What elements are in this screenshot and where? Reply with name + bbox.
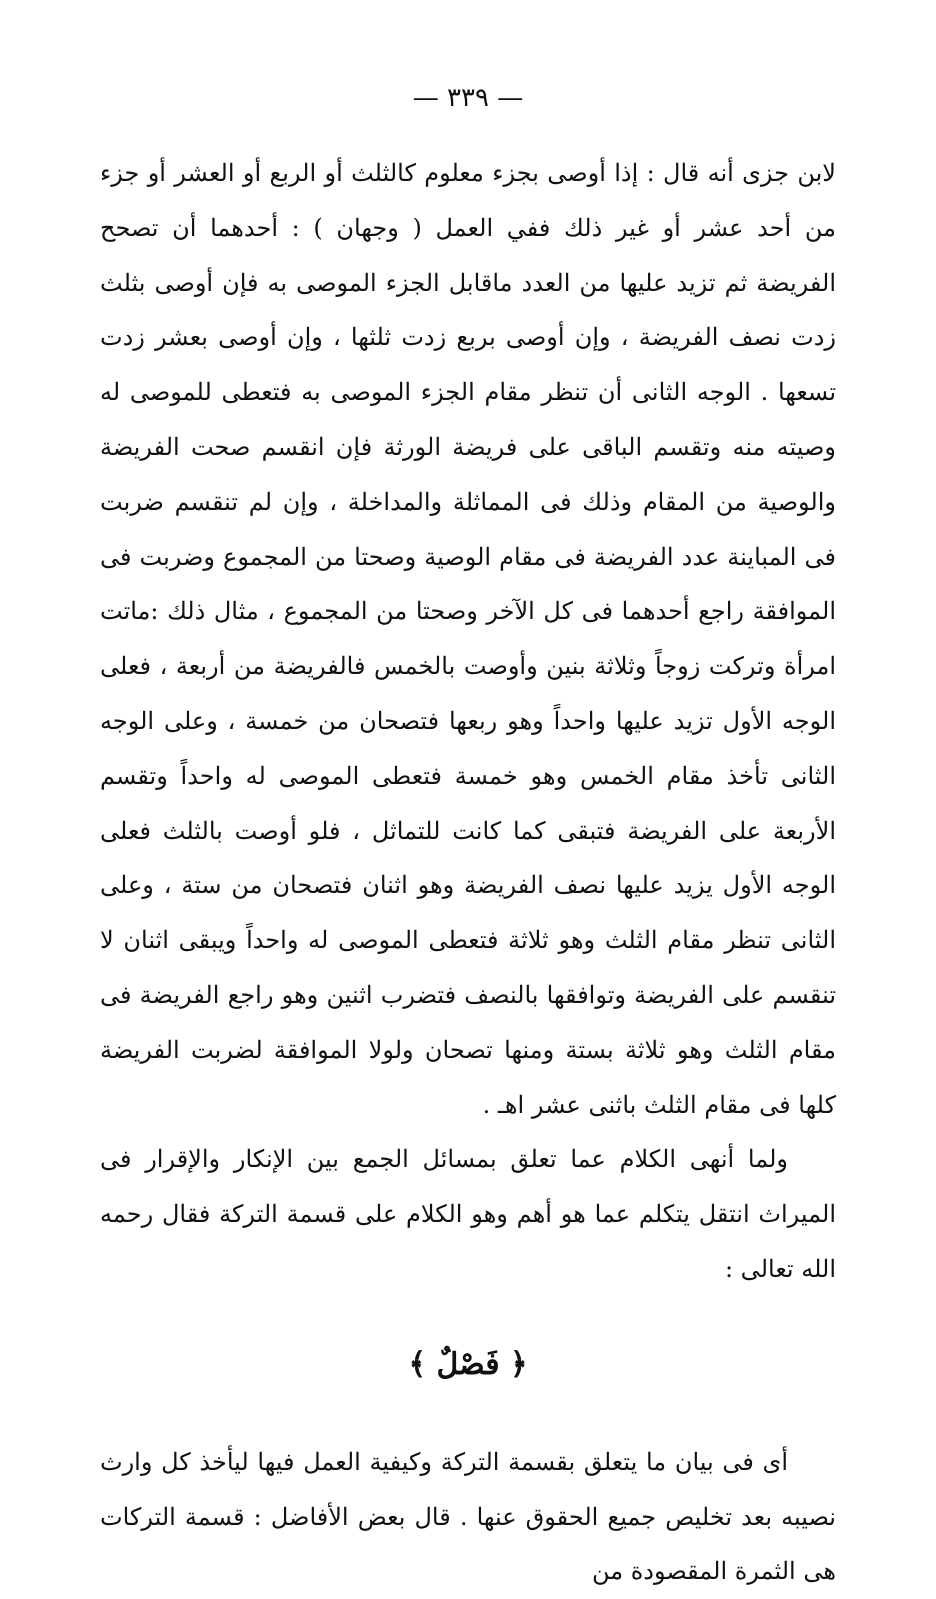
paragraph-transition: ولما أنهى الكلام عما تعلق بمسائل الجمع بين الإنكار والإقرار فى الميراث انتقل يتكلم عما هو أهم وهو الكلام على قسمة التركة فقال رحمه الله تعالى : (100, 1145, 836, 1283)
paragraph-will-calculation: لابن جزى أنه قال : إذا أوصى بجزء معلوم كالثلث أو الربع أو العشر أو جزء من أحد عشر أو غير ذلك ففي العمل ( وجهان ) : أحدهما أن تصحح الفريضة ثم تزيد عليها من العدد ماقابل الجزء الموصى به فإن أوصى بثلث زدت نصف الفريضة ، وإن أوصى بربع زدت ثلثها ، وإن أوصى بعشر زدت تسعها . الوجه الثانى أن تنظر مقام الجزء الموصى به فتعطى للموصى له وصيته منه وتقسم الباقى على فريضة الورثة فإن انقسم صحت الفريضة والوصية من المقام وذلك فى المماثلة والمداخلة ، وإن لم تنقسم ضربت فى المباينة عدد الفريضة فى مقام الوصية وصحتا من المجموع وضربت فى الموافقة راجع أحدهما فى كل الآخر وصحتا من المجموع ، مثال ذلك :ماتت امرأة وتركت زوجاً وثلاثة بنين وأوصت بالخمس فالفريضة من أربعة ، فعلى الوجه الأول تزيد عليها واحداً وهو ربعها فتصحان من خمسة ، وعلى الوجه الثانى تأخذ مقام الخمس وهو خمسة فتعطى الموصى له واحداً وتقسم الأربعة على الفريضة فتبقى كما كانت للتماثل ، فلو أوصت بالثلث فعلى الوجه الأول يزيد عليها نصف الفريضة وهو اثنان فتصحان من ستة ، وعلى الثانى تنظر مقام الثلث وهو ثلاثة فتعطى الموصى له واحداً ويبقى اثنان لا تنقسم على الفريضة وتوافقها بالنصف فتضرب اثنين وهو راجع الفريضة فى مقام الثلث وهو ثلاثة بستة ومنها تصحان ولولا الموافقة لضربت الفريضة كلها فى مقام الثلث باثنى عشر اهـ . (100, 159, 836, 1119)
section-heading: ﴿ فَصْلٌ ﴾ (408, 1346, 528, 1382)
page-number: — ٣٣٩ — (412, 83, 524, 113)
paragraph-estate-division: أى فى بيان ما يتعلق بقسمة التركة وكيفية العمل فيها ليأخذ كل وارث نصيبه بعد تخليص جميع الحقوق عنها . قال بعض الأفاضل : قسمة التركات هى الثمرة المقصودة من (100, 1447, 836, 1586)
main-text (100, 146, 836, 1297)
section-text (100, 1435, 836, 1599)
